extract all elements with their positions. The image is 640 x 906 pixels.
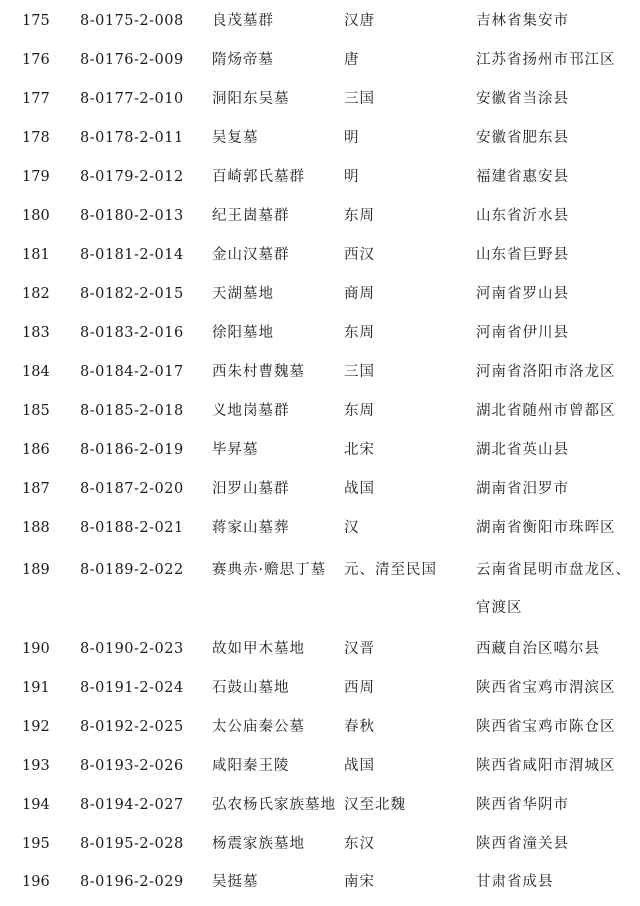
site-location: 陕西省宝鸡市渭滨区 [476,680,616,696]
site-code: 8-0185-2-018 [80,403,184,419]
table-row [0,84,640,114]
site-code: 8-0179-2-012 [80,169,184,185]
site-code: 8-0194-2-027 [80,797,184,813]
site-location: 吉林省集安市 [476,13,569,29]
row-number: 187 [22,481,50,497]
site-code: 8-0180-2-013 [80,208,184,224]
site-code: 8-0181-2-014 [80,247,184,263]
site-code: 8-0176-2-009 [80,52,184,68]
site-name: 弘农杨氏家族墓地 [212,797,336,813]
site-era: 三国 [344,364,375,380]
site-name: 故如甲木墓地 [212,641,305,657]
site-name: 汨罗山墓群 [212,481,290,497]
site-name: 吴复墓 [212,130,259,146]
row-number: 175 [22,13,50,29]
site-location: 河南省伊川县 [476,325,569,341]
site-location: 安徽省肥东县 [476,130,569,146]
site-era: 战国 [344,758,375,774]
site-code: 8-0190-2-023 [80,641,184,657]
table-row [0,201,640,231]
site-era: 明 [344,130,360,146]
site-era: 西汉 [344,247,375,263]
table-row [0,357,640,387]
site-era: 汉 [344,520,360,536]
site-location: 湖北省随州市曾都区 [476,403,616,419]
row-number: 185 [22,403,50,419]
site-name: 洞阳东吴墓 [212,91,290,107]
row-number: 183 [22,325,50,341]
row-number: 190 [22,641,50,657]
row-number: 196 [22,874,50,890]
row-number: 188 [22,520,50,536]
site-location: 陕西省华阴市 [476,797,569,813]
row-number: 186 [22,442,50,458]
site-location: 湖南省汨罗市 [476,481,569,497]
table-row [0,867,640,897]
table-row [0,555,640,631]
site-name: 徐阳墓地 [212,325,274,341]
site-location: 陕西省宝鸡市陈仓区 [476,719,616,735]
site-code: 8-0177-2-010 [80,91,184,107]
row-number: 176 [22,52,50,68]
row-number: 178 [22,130,50,146]
site-location: 云南省昆明市盘龙区、官渡区 [476,562,631,616]
table-row [0,513,640,543]
site-code: 8-0188-2-021 [80,520,184,536]
site-location: 陕西省咸阳市渭城区 [476,758,616,774]
table-row [0,673,640,703]
table-row [0,435,640,465]
table-row [0,751,640,781]
site-era: 东周 [344,325,375,341]
table-row [0,6,640,36]
site-code: 8-0192-2-025 [80,719,184,735]
site-location: 湖南省衡阳市珠晖区 [476,520,616,536]
row-number: 180 [22,208,50,224]
site-name: 咸阳秦王陵 [212,758,290,774]
table-row [0,396,640,426]
site-code: 8-0178-2-011 [80,130,184,146]
site-era: 东周 [344,208,375,224]
site-location: 安徽省当涂县 [476,91,569,107]
table-row [0,318,640,348]
row-number: 179 [22,169,50,185]
table-row [0,45,640,75]
site-name: 百崎郭氏墓群 [212,169,305,185]
row-number: 195 [22,836,50,852]
site-name: 金山汉墓群 [212,247,290,263]
site-name: 太公庙秦公墓 [212,719,305,735]
site-era: 东汉 [344,836,375,852]
site-code: 8-0189-2-022 [80,562,184,578]
site-code: 8-0187-2-020 [80,481,184,497]
table-row [0,123,640,153]
site-code: 8-0183-2-016 [80,325,184,341]
table-row [0,634,640,664]
row-number: 194 [22,797,50,813]
table-row [0,474,640,504]
site-location: 湖北省英山县 [476,442,569,458]
site-era: 汉至北魏 [344,797,406,813]
site-name: 纪王崮墓群 [212,208,290,224]
row-number: 177 [22,91,50,107]
table-row [0,829,640,859]
site-era: 北宋 [344,442,375,458]
site-era: 明 [344,169,360,185]
row-number: 184 [22,364,50,380]
site-era: 东周 [344,403,375,419]
site-location: 山东省巨野县 [476,247,569,263]
row-number: 181 [22,247,50,263]
site-code: 8-0195-2-028 [80,836,184,852]
site-name: 义地岗墓群 [212,403,290,419]
table-row [0,279,640,309]
site-location: 西藏自治区噶尔县 [476,641,600,657]
site-era: 汉唐 [344,13,375,29]
site-name: 石鼓山墓地 [212,680,290,696]
table-row [0,162,640,192]
site-code: 8-0186-2-019 [80,442,184,458]
site-era: 西周 [344,680,375,696]
row-number: 191 [22,680,50,696]
site-code: 8-0193-2-026 [80,758,184,774]
site-location: 甘肃省成县 [476,874,554,890]
site-location: 山东省沂水县 [476,208,569,224]
site-era: 元、清至民国 [344,562,437,578]
site-era: 南宋 [344,874,375,890]
site-era: 春秋 [344,719,375,735]
table-row [0,712,640,742]
site-era: 战国 [344,481,375,497]
row-number: 192 [22,719,50,735]
site-name: 赛典赤·赡思丁墓 [212,562,327,578]
site-code: 8-0182-2-015 [80,286,184,302]
site-era: 三国 [344,91,375,107]
site-name: 吴挺墓 [212,874,259,890]
site-era: 商周 [344,286,375,302]
site-name: 西朱村曹魏墓 [212,364,305,380]
site-name: 杨震家族墓地 [212,836,305,852]
site-name: 良茂墓群 [212,13,274,29]
site-era: 唐 [344,52,360,68]
row-number: 182 [22,286,50,302]
site-location: 江苏省扬州市邗江区 [476,52,616,68]
site-code: 8-0175-2-008 [80,13,184,29]
site-code: 8-0184-2-017 [80,364,184,380]
row-number: 193 [22,758,50,774]
table-row [0,240,640,270]
site-name: 毕昇墓 [212,442,259,458]
site-code: 8-0191-2-024 [80,680,184,696]
row-number: 189 [22,562,50,578]
site-location: 陕西省潼关县 [476,836,569,852]
site-name: 蒋家山墓葬 [212,520,290,536]
site-name: 隋炀帝墓 [212,52,274,68]
site-location: 河南省洛阳市洛龙区 [476,364,616,380]
site-location: 福建省惠安县 [476,169,569,185]
site-era: 汉晋 [344,641,375,657]
site-name: 天湖墓地 [212,286,274,302]
site-code: 8-0196-2-029 [80,874,184,890]
site-location: 河南省罗山县 [476,286,569,302]
table-row [0,790,640,820]
